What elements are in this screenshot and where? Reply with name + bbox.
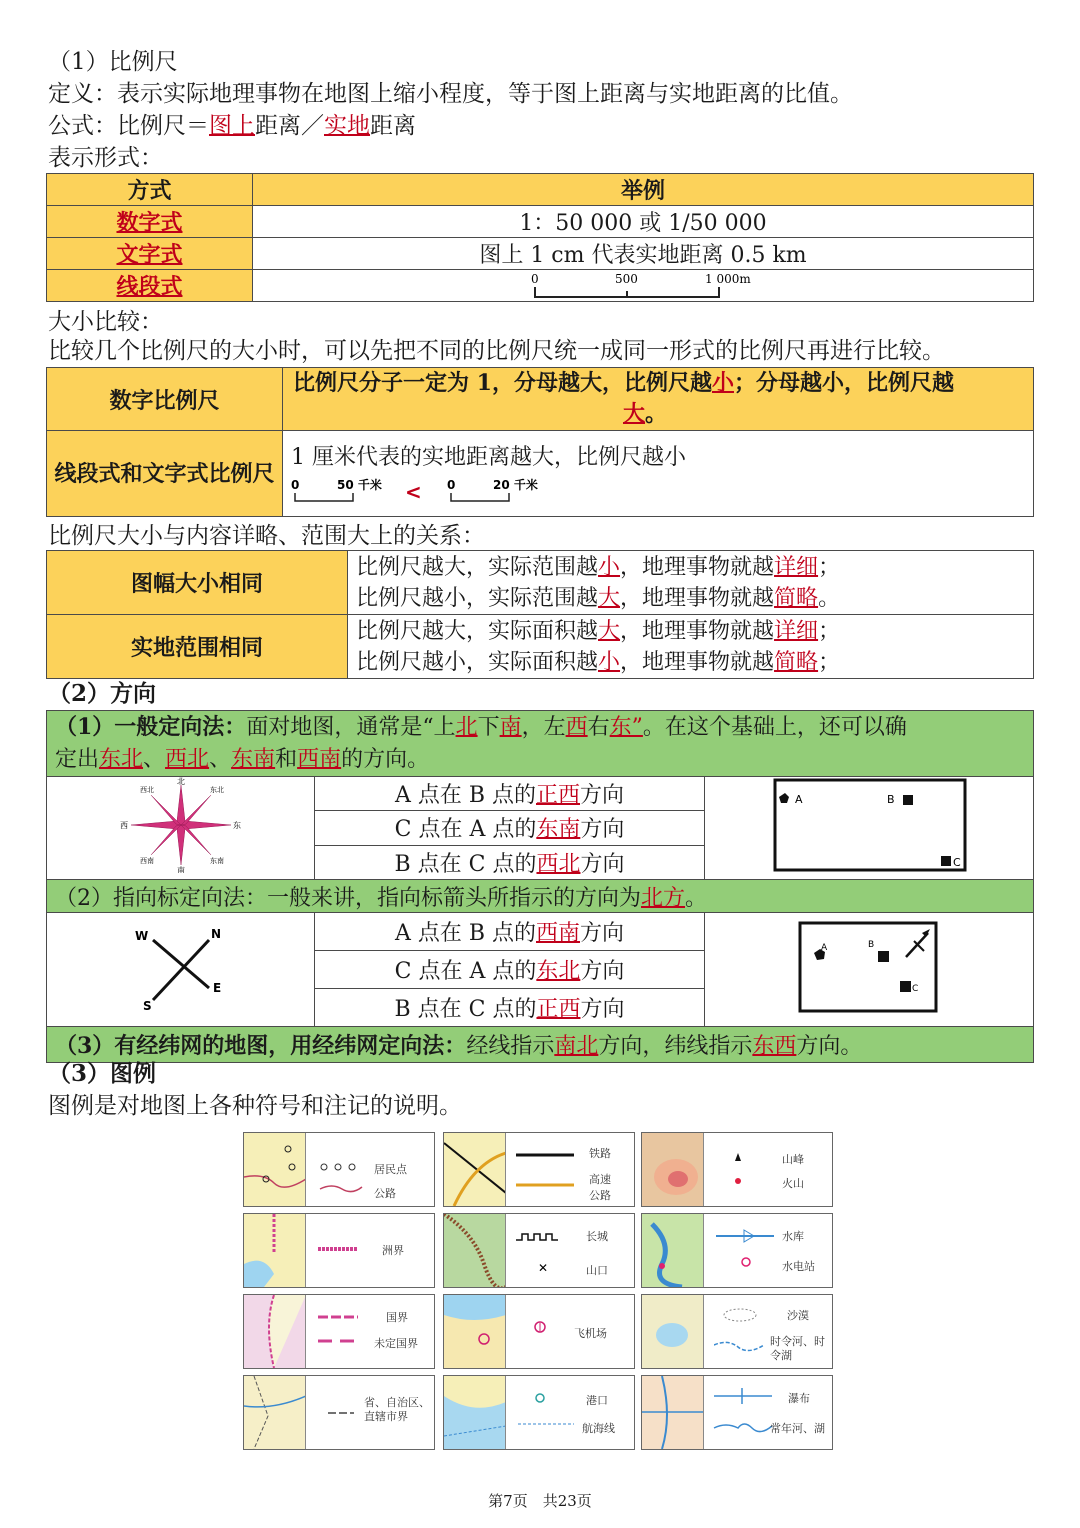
compare-bars-graphic xyxy=(291,475,591,507)
legend-label: 居民点 xyxy=(374,1163,407,1176)
scale-forms-table xyxy=(46,173,1034,302)
compass-se: 东南 xyxy=(209,857,224,865)
legend-map-thumb xyxy=(444,1376,506,1449)
compare-label-bar-text: 线段式和文字式比例尺 xyxy=(47,431,283,517)
compass-s: 南 xyxy=(176,866,185,873)
formula-real-distance: 实地 xyxy=(324,113,370,139)
legend-map-thumb xyxy=(244,1295,306,1368)
compass-nw: 西北 xyxy=(139,786,154,794)
forms-example-numeric: 1：50 000 或 1/50 000 xyxy=(253,206,1034,238)
legend-label: 山口 xyxy=(586,1264,608,1277)
legend-cell-border xyxy=(243,1294,435,1369)
legend-map-thumb xyxy=(642,1214,704,1287)
legend-cell-airport xyxy=(443,1294,635,1369)
set2-row2: C 点在 A 点的东北方向 xyxy=(315,951,705,989)
compare-rule-bar-text: 1 厘米代表的实地距离越大，比例尺越小 xyxy=(291,444,686,470)
legend-cell-port xyxy=(443,1375,635,1450)
set1-row1: A 点在 B 点的正西方向 xyxy=(315,777,705,811)
legend-label: 飞机场 xyxy=(574,1327,607,1340)
section-heading-scale: （1）比例尺 xyxy=(48,49,178,75)
legend-label: 水电站 xyxy=(782,1260,815,1273)
legend-label: 水库 xyxy=(782,1230,804,1243)
compare-rule-numeric: 比例尺分子一定为 1，分母越大，比例尺越小；分母越小，比例尺越 大。 xyxy=(283,368,1034,431)
bar-tick-500: 500 xyxy=(615,271,638,286)
set2-row1: A 点在 B 点的西南方向 xyxy=(315,913,705,951)
set1-label-a: A xyxy=(795,793,803,806)
arrow-marker-cell xyxy=(47,913,315,1027)
legend-label: 公路 xyxy=(374,1187,396,1200)
arrow-e: E xyxy=(212,980,221,995)
relation-heading: 比例尺大小与内容详略、范围大上的关系： xyxy=(48,523,485,549)
compare-label-numeric: 数字比例尺 xyxy=(47,368,283,431)
compass-rose-icon xyxy=(116,777,246,873)
forms-type-bar: 线段式 xyxy=(47,270,253,302)
forms-type-text: 文字式 xyxy=(47,238,253,270)
compare-table xyxy=(46,367,1034,517)
legend-cell-province xyxy=(243,1375,435,1450)
bar-scale-graphic xyxy=(253,271,1033,301)
set1-diagram-cell xyxy=(705,777,1034,880)
compare-heading: 大小比较： xyxy=(48,309,163,335)
set1-row3: B 点在 C 点的西北方向 xyxy=(315,845,705,879)
direction-method1: （1）一般定向法：面对地图，通常是“上北下南，左西右东”。在这个基础上，还可以确 定出东北、西北、东南和西南的方向。 xyxy=(47,711,1034,777)
legend-cell-railway xyxy=(443,1132,635,1207)
forms-example-bar xyxy=(253,270,1034,302)
cmp-less-than: < xyxy=(405,479,422,504)
legend-cell-settlement xyxy=(243,1132,435,1207)
scale-definition: 定义：表示实际地理事物在地图上缩小程度，等于图上距离与实地距离的比值。 xyxy=(48,81,853,107)
legend-label: 火山 xyxy=(782,1177,804,1190)
set2-row3: B 点在 C 点的正西方向 xyxy=(315,989,705,1027)
legend-map-thumb xyxy=(444,1214,506,1287)
page-footer: 第7页 共23页 xyxy=(488,1492,592,1510)
legend-label: 省、自治区、直辖市界 xyxy=(364,1396,430,1423)
relation-label-same-size: 图幅大小相同 xyxy=(47,551,348,615)
legend-label: 洲界 xyxy=(382,1244,404,1257)
legend-map-thumb xyxy=(244,1133,306,1206)
legend-label: 时令河、时令湖 xyxy=(770,1335,825,1362)
forms-example-text: 图上 1 cm 代表实地距离 0.5 km xyxy=(253,238,1034,270)
forms-type-numeric: 数字式 xyxy=(47,206,253,238)
compass-ne: 东北 xyxy=(209,786,224,794)
legend-cell-continent xyxy=(243,1213,435,1288)
set2-label-a: A xyxy=(821,942,828,953)
arrow-w: W xyxy=(134,928,148,943)
cmp-bar1-50: 50 千米 xyxy=(337,477,382,492)
set2-points-diagram xyxy=(794,917,944,1017)
legend-cell-peak xyxy=(641,1132,833,1207)
direction-method3: （3）有经纬网的地图，用经纬网定向法：经线指示南北方向，纬线指示东西方向。 xyxy=(47,1027,1034,1063)
set1-label-b: B xyxy=(887,793,895,806)
relation-label-same-area: 实地范围相同 xyxy=(47,615,348,679)
legend-cell-reservoir xyxy=(641,1213,833,1288)
formula-end: 距离 xyxy=(370,113,416,139)
relation-text-same-size: 比例尺越大，实际范围越小，地理事物就越详细； 比例尺越小，实际范围越大，地理事物就越简略。 xyxy=(348,551,1034,615)
cmp-bar2-20: 20 千米 xyxy=(493,477,538,492)
legend-label: 沙漠 xyxy=(787,1309,809,1322)
north-arrow-icon xyxy=(131,922,231,1012)
set1-label-c: C xyxy=(953,856,961,869)
legend-label: 长城 xyxy=(586,1230,608,1243)
legend-map-thumb xyxy=(444,1133,506,1206)
legend-map-thumb xyxy=(642,1133,704,1206)
forms-label: 表示形式： xyxy=(48,145,163,171)
legend-grid xyxy=(243,1132,835,1450)
legend-map-thumb xyxy=(244,1214,306,1287)
legend-label: 高速公路 xyxy=(589,1173,611,1202)
formula-mid: 距离／ xyxy=(255,113,324,139)
compass-rose-cell xyxy=(47,777,315,880)
compass-n: 北 xyxy=(176,777,185,786)
set1-points-diagram xyxy=(769,777,969,873)
set2-label-b: B xyxy=(868,939,875,950)
legend-desc: 图例是对地图上各种符号和注记的说明。 xyxy=(48,1093,462,1119)
scale-formula xyxy=(48,110,416,142)
section-heading-direction: （2）方向 xyxy=(48,680,157,707)
svg-text:✕: ✕ xyxy=(538,1261,549,1275)
legend-cell-greatwall xyxy=(443,1213,635,1288)
formula-prefix: 公式：比例尺＝ xyxy=(48,113,209,139)
legend-label: 瀑布 xyxy=(788,1392,810,1405)
set2-diagram-cell xyxy=(705,913,1034,1027)
relation-text-same-area: 比例尺越大，实际面积越大，地理事物就越详细； 比例尺越小，实际面积越小，地理事物就越简略； xyxy=(348,615,1034,679)
legend-map-thumb xyxy=(444,1295,506,1368)
arrow-n: N xyxy=(210,926,221,941)
legend-label: 国界 xyxy=(386,1311,408,1324)
set1-row2: C 点在 A 点的东南方向 xyxy=(315,811,705,845)
compass-w: 西 xyxy=(119,821,128,830)
legend-map-thumb xyxy=(642,1376,704,1449)
direction-method2: （2）指向标定向法：一般来讲，指向标箭头所指示的方向为北方。 xyxy=(47,880,1034,913)
compass-sw: 西南 xyxy=(139,857,154,865)
forms-header-example: 举例 xyxy=(253,174,1034,206)
forms-header-type: 方式 xyxy=(47,174,253,206)
legend-label: 未定国界 xyxy=(374,1337,418,1350)
compass-e: 东 xyxy=(232,821,241,830)
set2-label-c: C xyxy=(912,983,919,994)
cmp-bar1-0: 0 xyxy=(291,477,300,492)
legend-label: 山峰 xyxy=(782,1153,804,1166)
legend-map-thumb xyxy=(642,1295,704,1368)
legend-cell-waterfall xyxy=(641,1375,833,1450)
arrow-s: S xyxy=(142,998,152,1012)
legend-label: 常年河、湖 xyxy=(770,1422,825,1435)
bar-tick-1000: 1 000m xyxy=(705,271,751,286)
bar-tick-0: 0 xyxy=(531,271,539,286)
direction-table xyxy=(46,710,1034,1063)
compare-desc: 比较几个比例尺的大小时，可以先把不同的比例尺统一成同一形式的比例尺再进行比较。 xyxy=(48,338,945,364)
compare-rule-bar xyxy=(283,431,1034,517)
legend-label: 航海线 xyxy=(582,1422,615,1435)
formula-map-distance: 图上 xyxy=(209,113,255,139)
legend-map-thumb xyxy=(244,1376,306,1449)
section-heading-legend: （3）图例 xyxy=(48,1060,157,1087)
legend-cell-desert xyxy=(641,1294,833,1369)
legend-label: 铁路 xyxy=(589,1147,611,1160)
cmp-bar2-0: 0 xyxy=(447,477,456,492)
legend-label: 港口 xyxy=(586,1394,608,1407)
relation-table xyxy=(46,550,1034,679)
